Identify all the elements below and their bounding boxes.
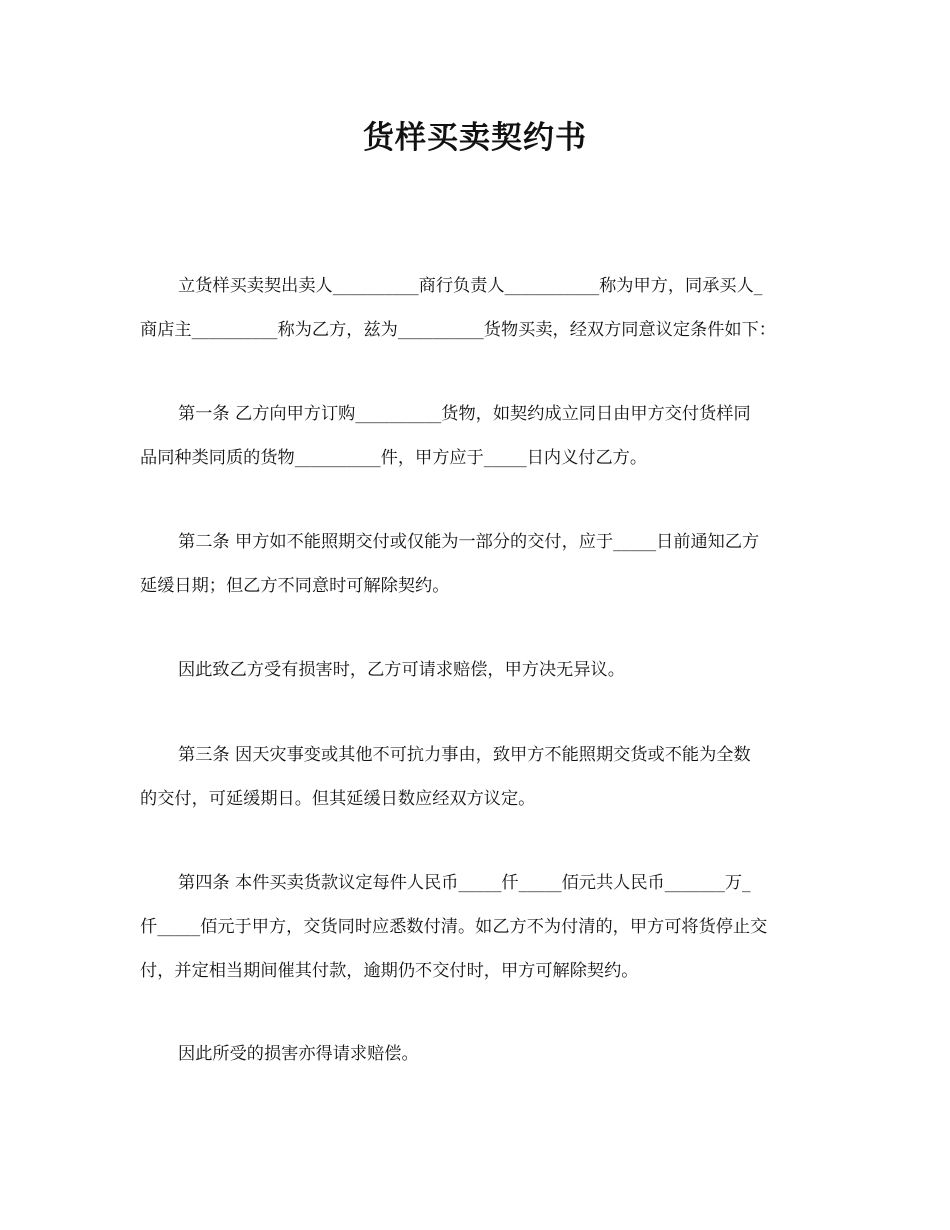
document-title: 货样买卖契约书 [363, 120, 587, 156]
paragraph-line: 延缓日期；但乙方不同意时可解除契约。 [140, 576, 450, 596]
paragraph-line: 第三条 因天灾事变或其他不可抗力事由，致甲方不能照期交货或不能为全数 [178, 745, 751, 765]
paragraph-line: 立货样买卖契出卖人__________商行负责人___________称为甲方，同承买人_ [178, 276, 763, 296]
preamble-paragraph [140, 264, 820, 352]
paragraph-line: 第四条 本件买卖货款议定每件人民币_____仟_____佰元共人民币_______万_ [178, 873, 751, 893]
paragraph-line: 品同种类同质的货物__________件，甲方应于_____日内义付乙方。 [140, 448, 648, 468]
article-4-paragraph [140, 861, 820, 993]
paragraph-line: 因此所受的损害亦得请求赔偿。 [178, 1044, 419, 1064]
paragraph-line: 第一条 乙方向甲方订购__________货物，如契约成立同日由甲方交付货样同 [178, 404, 751, 424]
paragraph-line: 仟_____佰元于甲方，交货同时应悉数付清。如乙方不为付清的，甲方可将货停止交 [140, 917, 768, 937]
article-2-paragraph [140, 520, 820, 608]
paragraph-line: 商店主__________称为乙方，兹为__________货物买卖，经双方同意议定条件如下： [140, 320, 776, 340]
article-3-paragraph [140, 733, 820, 821]
article-2-damages-paragraph [140, 648, 820, 692]
paragraph-line: 的交付，可延缓期日。但其延缓日数应经双方议定。 [140, 789, 536, 809]
paragraph-line: 因此致乙方受有损害时，乙方可请求赔偿，甲方决无异议。 [178, 660, 625, 680]
paragraph-line: 付，并定相当期间催其付款，逾期仍不交付时，甲方可解除契约。 [140, 961, 639, 981]
paragraph-line: 第二条 甲方如不能照期交付或仅能为一部分的交付，应于_____日前通知乙方 [178, 532, 760, 552]
article-4-damages-paragraph [140, 1032, 820, 1076]
article-1-paragraph [140, 392, 820, 480]
